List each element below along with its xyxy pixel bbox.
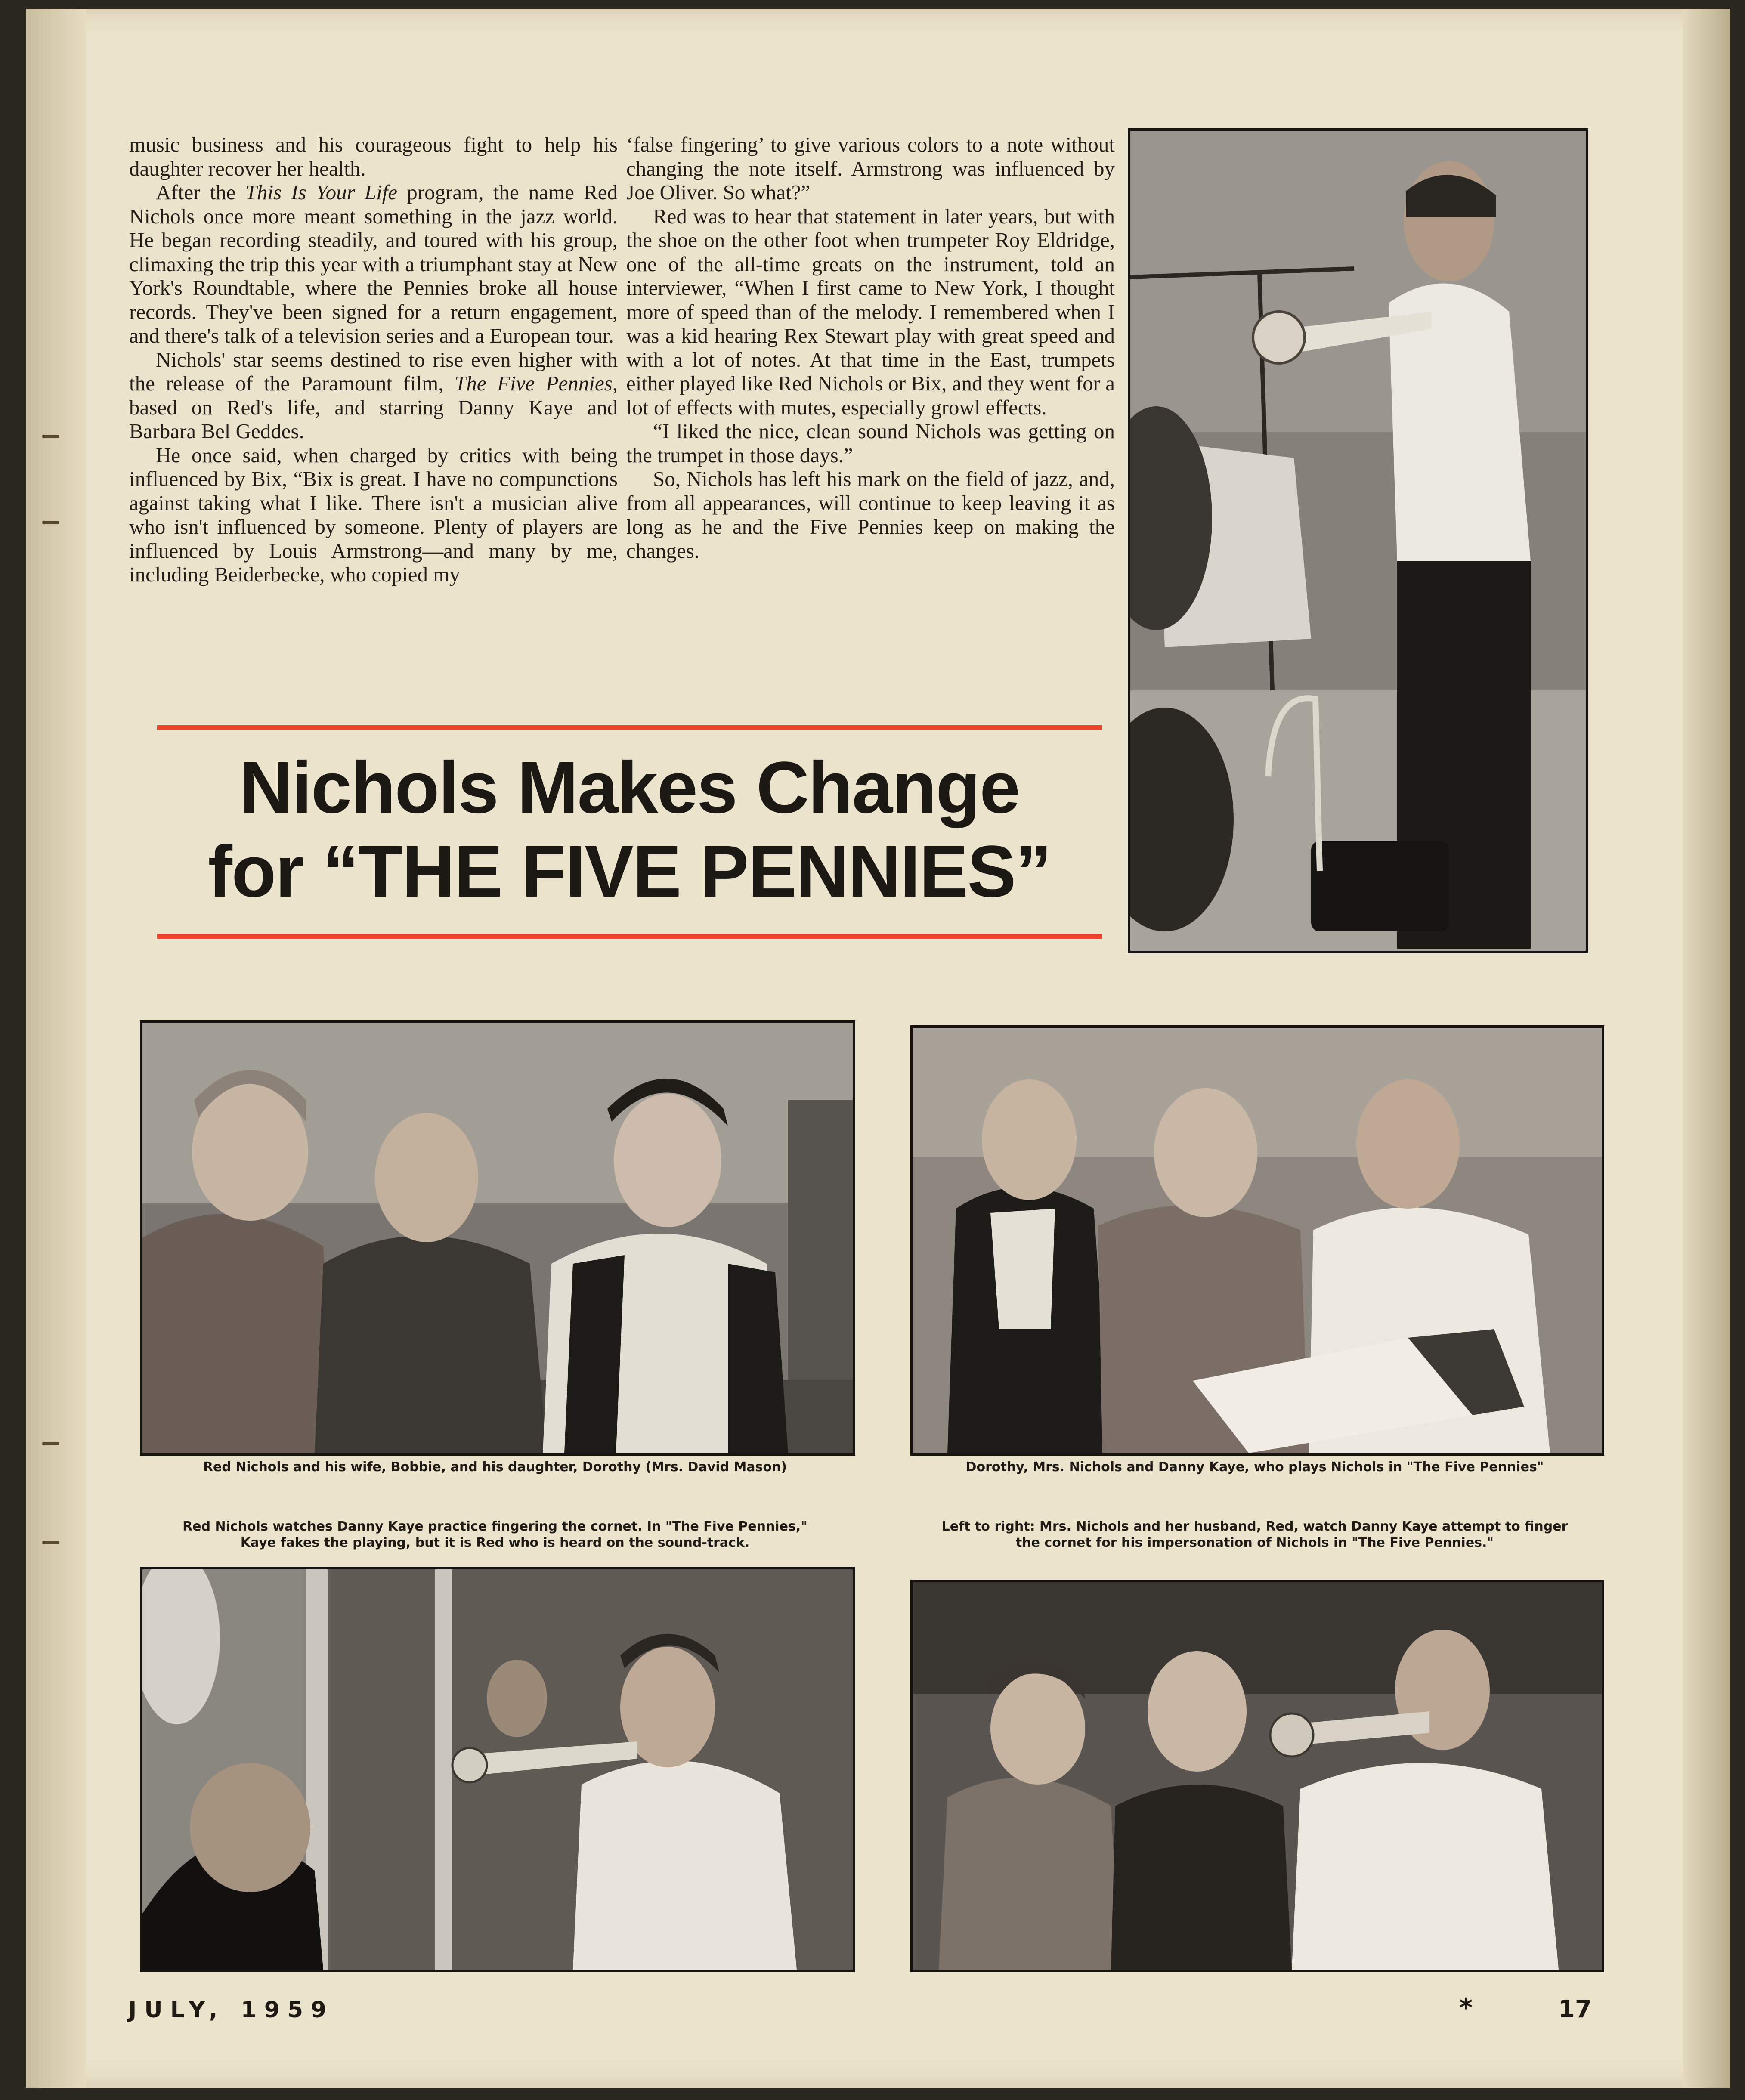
binding-mark <box>42 521 59 524</box>
caption-practice <box>140 1519 850 1551</box>
binding-mark <box>42 435 59 438</box>
article-column-2 <box>626 133 1115 563</box>
paragraph: Nichols' star seems destined to rise even higher with the release of the Paramount film, The Five Pennies, based on Red's life, and starring Danny Kaye and Barbara Bel Geddes. <box>129 347 618 443</box>
photo-reading <box>910 1025 1604 1456</box>
caption-reading: Dorothy, Mrs. Nichols and Danny Kaye, who plays Nichols in "The Five Pennies" <box>965 1460 1544 1475</box>
caption-attempt <box>910 1519 1599 1551</box>
caption-family: Red Nichols and his wife, Bobbie, and his daughter, Dorothy (Mrs. David Mason) <box>203 1460 787 1475</box>
issue-date: JULY, 1959 <box>128 1997 334 2023</box>
caption-attempt-line-1: Left to right: Mrs. Nichols and her husband, Red, watch Danny Kaye attempt to finger <box>941 1519 1568 1534</box>
paragraph: Red was to hear that statement in later years, but with the shoe on the other foot when trumpeter Roy Eldridge, one of the all-time greats on the instrument, told an interviewer, “When I first came to New York, I thought more of speed than of the melody. I remembered when I was a kid hearing Rex Stewart play with great speed and with a lot of notes. At that time in the East, trumpets either played like Red Nichols or Bix, and they went for a lot of effects with mutes, especially growl effects. <box>626 204 1115 419</box>
headline-line-1: Nichols Makes Change <box>239 747 1020 829</box>
paragraph: So, Nichols has left his mark on the field of jazz, and, from all appearances, will continue to keep leaving it as long as he and the Five Pennies keep on making the changes. <box>626 467 1115 563</box>
footer-star: * <box>1459 1993 1473 2023</box>
paragraph: “I liked the nice, clean sound Nichols was getting on the trumpet in those days.” <box>626 419 1115 467</box>
paragraph: ‘false fingering’ to give various colors to a note without changing the note itself. Armstrong was influenced by Joe Oliver. So what?” <box>626 133 1115 204</box>
headline-rule-top <box>157 725 1102 730</box>
paragraph: music business and his courageous fight to help his daughter recover her health. <box>129 133 618 180</box>
photo-attempt <box>910 1580 1604 1972</box>
photo-red-nichols-trumpet <box>1128 128 1588 953</box>
caption-practice-line-2: Kaye fakes the playing, but it is Red who is heard on the sound-track. <box>240 1535 750 1550</box>
paragraph: He once said, when charged by critics with being influenced by Bix, “Bix is great. I have no compunctions against taking what I like. There isn't a musician alive who isn't influenced by someone. Plenty of players are influenced by Louis Armstrong—and many by me, including Beiderbecke, who copied my <box>129 443 618 586</box>
binding-mark <box>42 1541 59 1544</box>
photo-practice <box>140 1567 855 1972</box>
article-column-1 <box>129 133 618 587</box>
binding-mark <box>42 1442 59 1445</box>
caption-practice-line-1: Red Nichols watches Danny Kaye practice fingering the cornet. In "The Five Pennies," <box>183 1519 808 1534</box>
page-number: 17 <box>1558 1995 1592 2023</box>
paragraph: After the This Is Your Life program, the name Red Nichols once more meant something in the jazz world. He began recording steadily, and toured with his group, climaxing the trip this year with a triumphant stay at New York's Roundtable, where the Pennies broke all house records. They've been signed for a return engagement, and there's talk of a television series and a European tour. <box>129 180 618 347</box>
headline-rule-bottom <box>157 934 1102 939</box>
headline-line-2: for “THE FIVE PENNIES” <box>208 831 1051 912</box>
caption-attempt-line-2: the cornet for his impersonation of Nichols in "The Five Pennies." <box>1015 1535 1494 1550</box>
page-edge <box>1683 9 1730 2088</box>
photo-family <box>140 1020 855 1456</box>
page-spine <box>26 9 86 2088</box>
magazine-page <box>26 9 1730 2088</box>
